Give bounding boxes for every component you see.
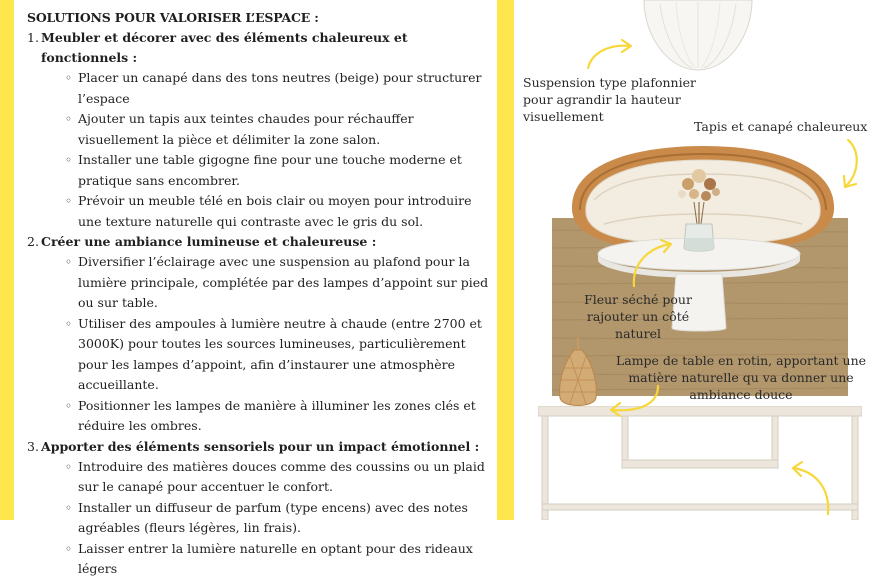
section-title [27, 437, 493, 457]
section-title-text: Apporter des éléments sensoriels pour un impact émotionnel : [41, 438, 480, 454]
list-item: ◦ Installer une table gigogne fine pour une touche moderne et pratique sans encombrer. [27, 150, 493, 191]
caption-dried-flowers: Fleur séché pour rajouter un côté naturel [584, 292, 692, 341]
left-accent-band [0, 0, 14, 520]
section-1 [27, 28, 493, 232]
section-2 [27, 232, 493, 437]
rattan-table-lamp-illustration [558, 338, 598, 412]
bullet-list [27, 457, 493, 580]
list-item: ◦ Ajouter un tapis aux teintes chaudes pour réchauffer visuellement la pièce et délimiter la zone salon. [27, 109, 493, 150]
arrow-to-tv-unit-icon [786, 460, 834, 516]
caption-rug-sofa: Tapis et canapé chaleureux [694, 119, 868, 134]
document-heading: SOLUTIONS POUR VALORISER L’ESPACE : [27, 10, 319, 25]
list-item: ◦ Positionner les lampes de manière à illuminer les zones clés et réduire les ombres. [27, 396, 493, 437]
section-number: 1. [27, 30, 39, 45]
list-item: ◦ Installer un diffuseur de parfum (type encens) avec des notes agréables (fleurs légères, lin frais). [27, 498, 493, 539]
section-number: 2. [27, 234, 39, 249]
dried-flower-vase-illustration [672, 162, 726, 254]
list-item: ◦ Introduire des matières douces comme des coussins ou un plaid sur le canapé pour accentuer le confort. [27, 457, 493, 498]
list-item: ◦ Prévoir un meuble télé en bois clair ou moyen pour introduire une texture naturelle qui contraste avec le gris du sol. [27, 191, 493, 232]
list-item: ◦ Laisser entrer la lumière naturelle en optant pour des rideaux légers [27, 539, 493, 580]
section-title-text: Meubler et décorer avec des éléments chaleureux et fonctionnels : [41, 30, 408, 65]
bullet-list [27, 68, 493, 232]
list-item: ◦ Placer un canapé dans des tons neutres (beige) pour structurer l’espace [27, 68, 493, 109]
center-accent-band [497, 0, 514, 520]
caption-ceiling-light: Suspension type plafonnier pour agrandir la hauteur visuellement [523, 75, 696, 124]
ceiling-light-illustration [640, 0, 756, 74]
section-title-text: Créer une ambiance lumineuse et chaleureuse : [41, 234, 377, 249]
arrow-to-flowers-icon [630, 238, 674, 288]
bullet-list [27, 252, 493, 437]
list-item: ◦ Diversifier l’éclairage avec une suspension au plafond pour la lumière principale, complétée par des lampes d’appoint sur pied ou sur table. [27, 252, 493, 314]
section-title [27, 28, 493, 68]
caption-table-lamp: Lampe de table en rotin, apportant une matière naturelle qu va donner une ambiance douce [615, 353, 867, 402]
section-number: 3. [27, 438, 39, 454]
section-title [27, 232, 493, 252]
section-3 [27, 437, 493, 580]
solutions-document [27, 10, 493, 580]
arrow-to-sofa-icon [832, 138, 864, 192]
list-item: ◦ Utiliser des ampoules à lumière neutre à chaude (entre 2700 et 3000K) pour toutes les sources lumineuses, particulièrement pour les lampes d’appoint, afin d’instaurer une atmosphère accueillante. [27, 314, 493, 396]
arrow-to-lamp-icon [606, 384, 662, 418]
moodboard [514, 0, 880, 520]
arrow-to-ceiling-light-icon [584, 36, 636, 72]
